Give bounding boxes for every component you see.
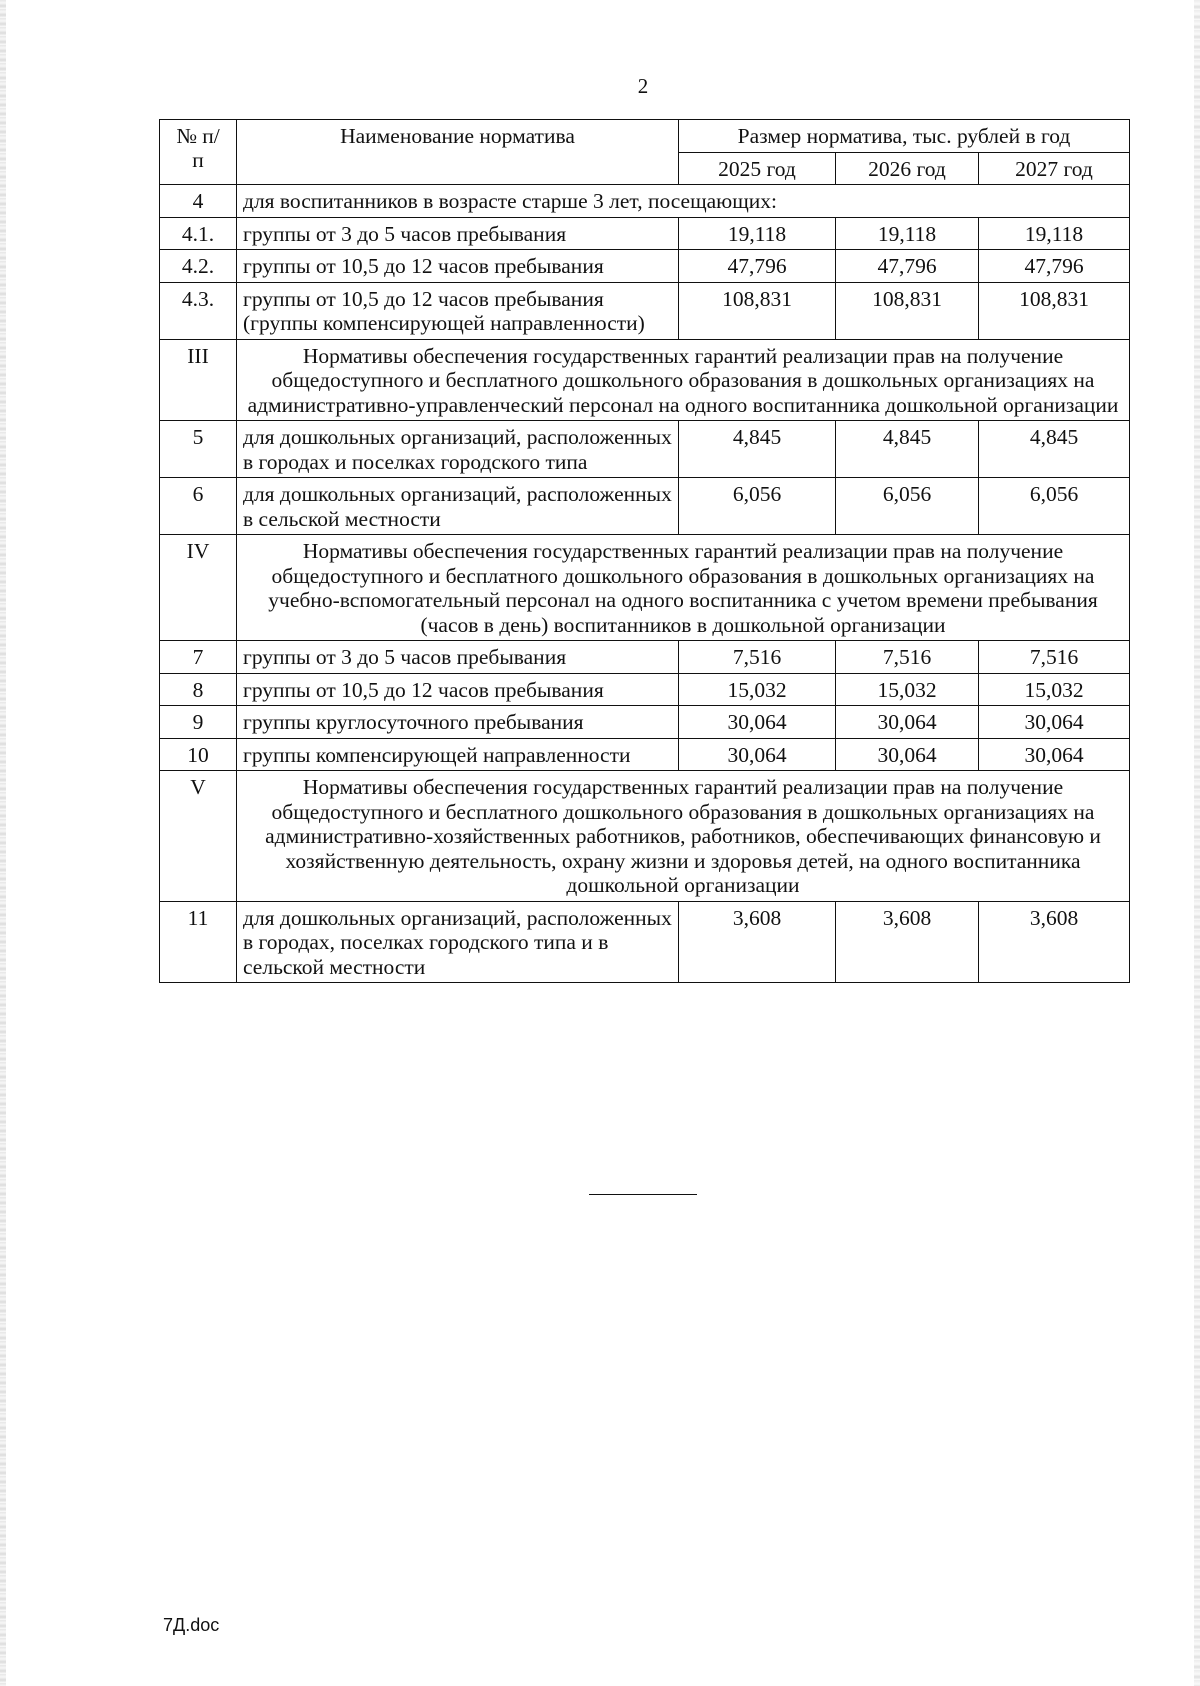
- row-name: для воспитанников в возрасте старше 3 лет, посещающих:: [237, 185, 1130, 218]
- row-num: 9: [160, 706, 237, 739]
- row-value-2026: 30,064: [836, 738, 979, 771]
- table-row: [160, 421, 1130, 478]
- table-row: [160, 641, 1130, 674]
- row-value-2025: 6,056: [679, 478, 836, 535]
- row-name: группы от 10,5 до 12 часов пребывания: [237, 250, 679, 283]
- row-value-2025: 47,796: [679, 250, 836, 283]
- row-value-2026: 30,064: [836, 706, 979, 739]
- row-value-2025: 30,064: [679, 738, 836, 771]
- row-value-2025: 108,831: [679, 282, 836, 339]
- row-value-2027: 7,516: [979, 641, 1130, 674]
- row-value-2026: 47,796: [836, 250, 979, 283]
- row-value-2027: 30,064: [979, 738, 1130, 771]
- row-value-2027: 6,056: [979, 478, 1130, 535]
- section-title: Нормативы обеспечения государственных гарантий реализации прав на получение общедоступного и бесплатного дошкольного образования в дошкольных организациях на учебно-вспомогательный персонал на одного воспитанника с учетом времени пребывания (часов в день) воспитанников в дошкольной организации: [237, 535, 1130, 641]
- row-value-2026: 15,032: [836, 673, 979, 706]
- row-value-2027: 30,064: [979, 706, 1130, 739]
- header-num: № п/п: [160, 120, 237, 185]
- row-value-2027: 19,118: [979, 217, 1130, 250]
- row-num: 11: [160, 901, 237, 983]
- header-name: Наименование норматива: [237, 120, 679, 185]
- row-value-2027: 15,032: [979, 673, 1130, 706]
- section-title: Нормативы обеспечения государственных гарантий реализации прав на получение общедоступного и бесплатного дошкольного образования в дошкольных организациях на административно-управленческий персонал на одного воспитанника дошкольной организации: [237, 339, 1130, 421]
- header-size: Размер норматива, тыс. рублей в год: [679, 120, 1130, 153]
- section-title: Нормативы обеспечения государственных гарантий реализации прав на получение общедоступного и бесплатного дошкольного образования в дошкольных организациях на административно-хозяйственных работников, работников, обеспечивающих финансовую и хозяйственную деятельность, охрану жизни и здоровья детей, на одного воспитанника дошкольной организации: [237, 771, 1130, 902]
- row-value-2025: 4,845: [679, 421, 836, 478]
- section-num: III: [160, 339, 237, 421]
- scan-edge-left: [0, 0, 6, 1686]
- row-name: группы круглосуточного пребывания: [237, 706, 679, 739]
- row-value-2026: 4,845: [836, 421, 979, 478]
- row-value-2025: 7,516: [679, 641, 836, 674]
- table-row-group: [160, 185, 1130, 218]
- table-row-section: [160, 535, 1130, 641]
- scan-edge-right: [1194, 0, 1200, 1686]
- table-body: [160, 185, 1130, 983]
- row-num: 4.3.: [160, 282, 237, 339]
- table-row: [160, 673, 1130, 706]
- row-name: группы от 3 до 5 часов пребывания: [237, 217, 679, 250]
- row-num: 4.2.: [160, 250, 237, 283]
- table-header: [160, 120, 1130, 185]
- row-value-2026: 108,831: [836, 282, 979, 339]
- row-name: для дошкольных организаций, расположенных в городах, поселках городского типа и в сельской местности: [237, 901, 679, 983]
- row-name: для дошкольных организаций, расположенных в сельской местности: [237, 478, 679, 535]
- table-row: [160, 282, 1130, 339]
- row-value-2026: 3,608: [836, 901, 979, 983]
- row-value-2025: 19,118: [679, 217, 836, 250]
- table-row-section: [160, 771, 1130, 902]
- row-value-2027: 47,796: [979, 250, 1130, 283]
- row-value-2025: 30,064: [679, 706, 836, 739]
- header-year-2025: 2025 год: [679, 152, 836, 185]
- header-year-2027: 2027 год: [979, 152, 1130, 185]
- row-name: группы компенсирующей направленности: [237, 738, 679, 771]
- table-row: [160, 478, 1130, 535]
- table-row: [160, 706, 1130, 739]
- header-year-2026: 2026 год: [836, 152, 979, 185]
- section-num: IV: [160, 535, 237, 641]
- row-name: для дошкольных организаций, расположенных в городах и поселках городского типа: [237, 421, 679, 478]
- row-value-2026: 6,056: [836, 478, 979, 535]
- row-value-2026: 7,516: [836, 641, 979, 674]
- table-row: [160, 250, 1130, 283]
- row-value-2027: 3,608: [979, 901, 1130, 983]
- row-value-2025: 15,032: [679, 673, 836, 706]
- table-row: [160, 738, 1130, 771]
- row-value-2025: 3,608: [679, 901, 836, 983]
- row-name: группы от 10,5 до 12 часов пребывания (группы компенсирующей направленности): [237, 282, 679, 339]
- table-row-section: [160, 339, 1130, 421]
- row-value-2027: 108,831: [979, 282, 1130, 339]
- row-num: 6: [160, 478, 237, 535]
- file-name: 7Д.doc: [163, 1615, 220, 1635]
- row-name: группы от 10,5 до 12 часов пребывания: [237, 673, 679, 706]
- row-num: 4: [160, 185, 237, 218]
- page-number: 2: [637, 74, 649, 98]
- row-value-2027: 4,845: [979, 421, 1130, 478]
- row-num: 7: [160, 641, 237, 674]
- end-of-document-rule: [589, 1194, 697, 1195]
- row-num: 8: [160, 673, 237, 706]
- row-name: группы от 3 до 5 часов пребывания: [237, 641, 679, 674]
- row-num: 5: [160, 421, 237, 478]
- row-value-2026: 19,118: [836, 217, 979, 250]
- row-num: 10: [160, 738, 237, 771]
- table-row: [160, 217, 1130, 250]
- table-row: [160, 901, 1130, 983]
- section-num: V: [160, 771, 237, 902]
- normatives-table: [159, 119, 1130, 983]
- row-num: 4.1.: [160, 217, 237, 250]
